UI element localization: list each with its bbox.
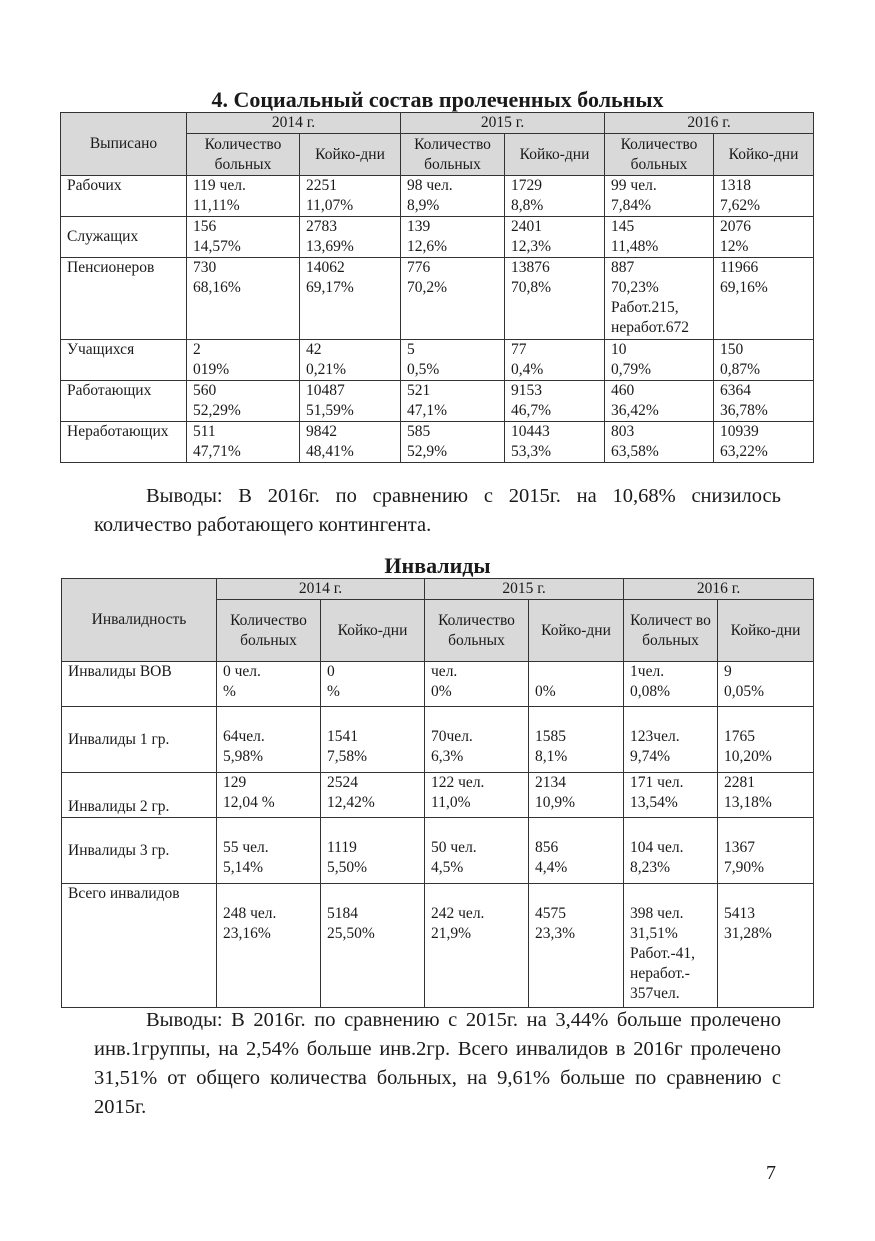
cell-line: Работ.215, xyxy=(611,299,679,316)
cell-line: 0,08% xyxy=(630,683,671,700)
table-cell xyxy=(714,340,814,381)
table-cell xyxy=(217,773,321,818)
cell-line: 11,0% xyxy=(431,794,471,811)
cell-line: 47,1% xyxy=(407,402,448,419)
cell-line: 0,05% xyxy=(724,683,765,700)
cell-line: 42 xyxy=(306,341,322,358)
header-year-2016: 2016 г. xyxy=(605,113,814,134)
table-cell xyxy=(624,707,718,773)
cell-line: 8,8% xyxy=(511,197,544,214)
header-patients-2014: Количество больных xyxy=(187,134,300,176)
table-cell xyxy=(217,707,321,773)
cell-line: 21,9% xyxy=(431,925,472,942)
cell-line: 12,04 % xyxy=(223,794,275,811)
cell-line: 511 xyxy=(193,423,216,440)
header-discharged: Выписано xyxy=(61,113,187,176)
cell-line: неработ.- xyxy=(630,965,690,982)
cell-line: 7,90% xyxy=(724,859,765,876)
cell-line: 6364 xyxy=(720,382,752,399)
cell-line: 019% xyxy=(193,361,230,378)
row-label: Инвалиды 1 гр. xyxy=(62,707,217,773)
conclusion-2 xyxy=(94,1006,781,1122)
cell-line: 1чел. xyxy=(630,663,665,680)
cell-line: 2251 xyxy=(306,177,337,194)
cell-line: 6,3% xyxy=(431,748,464,765)
cell-line: 77 xyxy=(511,341,527,358)
table-cell xyxy=(605,217,714,258)
cell-line: 398 чел. xyxy=(630,905,684,922)
table-cell xyxy=(321,818,425,884)
cell-line: 23,16% xyxy=(223,925,271,942)
table-cell xyxy=(187,422,300,463)
cell-line: 10939 xyxy=(720,423,759,440)
header-bed-days-2016: Койко-дни xyxy=(714,134,814,176)
cell-line: 357чел. xyxy=(630,985,680,1002)
table-cell xyxy=(505,422,605,463)
cell-line: 47,71% xyxy=(193,443,241,460)
cell-line: 5,98% xyxy=(223,748,264,765)
cell-line: 119 чел. xyxy=(193,177,246,194)
cell-line: 52,9% xyxy=(407,443,448,460)
table-cell xyxy=(605,422,714,463)
cell-line: 2783 xyxy=(306,218,337,235)
row-label: Работающих xyxy=(61,381,187,422)
cell-line: 11966 xyxy=(720,259,759,276)
table-cell xyxy=(505,217,605,258)
cell-line: 803 xyxy=(611,423,635,440)
conclusion-2-text: Выводы: В 2016г. по сравнению с 2015г. на 3,44% больше пролечено инв.1группы, на 2,54% больше инв.2гр. Всего инвалидов в 2016г пролечено 31,51% от общего количества больных, на 9,61% больше по сравнению с 2015г. xyxy=(94,1009,781,1118)
table-row xyxy=(61,258,814,340)
header-disability: Инвалидность xyxy=(62,579,217,662)
cell-line: 63,22% xyxy=(720,443,768,460)
header-patients-2016: Количест во больных xyxy=(624,600,718,662)
cell-line: 129 xyxy=(223,774,247,791)
table-cell xyxy=(529,773,624,818)
header-year-2015: 2015 г. xyxy=(425,579,624,600)
cell-line: 0% xyxy=(535,683,556,700)
table-cell xyxy=(529,884,624,1008)
cell-line: 2134 xyxy=(535,774,567,791)
cell-line: 12,3% xyxy=(511,238,552,255)
table-row xyxy=(61,422,814,463)
cell-line: 104 чел. xyxy=(630,839,684,856)
cell-line: 55 чел. xyxy=(223,839,269,856)
table-cell xyxy=(605,340,714,381)
table-cell xyxy=(624,884,718,1008)
cell-line: 1729 xyxy=(511,177,543,194)
cell-line: 9153 xyxy=(511,382,543,399)
table-cell xyxy=(300,422,401,463)
table-cell xyxy=(187,176,300,217)
cell-line: 36,42% xyxy=(611,402,659,419)
cell-line: 1765 xyxy=(724,728,756,745)
table-row xyxy=(62,818,814,884)
cell-line: 70,8% xyxy=(511,279,552,296)
cell-line: 2401 xyxy=(511,218,543,235)
cell-line: 7,84% xyxy=(611,197,652,214)
cell-line: 50 чел. xyxy=(431,839,477,856)
cell-line: 156 xyxy=(193,218,217,235)
header-year-2015: 2015 г. xyxy=(401,113,605,134)
cell-line: Работ.-41, xyxy=(630,945,695,962)
table-cell xyxy=(529,707,624,773)
row-label: Рабочих xyxy=(61,176,187,217)
row-label: Учащихся xyxy=(61,340,187,381)
page-number: 7 xyxy=(766,1162,776,1184)
cell-line: 776 xyxy=(407,259,431,276)
table-cell xyxy=(714,217,814,258)
table-row xyxy=(62,662,814,707)
cell-line: 69,17% xyxy=(306,279,354,296)
table-cell xyxy=(300,258,401,340)
row-label: Инвалиды ВОВ xyxy=(62,662,217,707)
cell-line: 5 xyxy=(407,341,415,358)
table-cell xyxy=(605,258,714,340)
table-row xyxy=(61,340,814,381)
table-cell xyxy=(605,176,714,217)
social-composition-table xyxy=(60,112,814,463)
cell-line: 31,28% xyxy=(724,925,772,942)
table-cell xyxy=(718,773,814,818)
table-cell xyxy=(505,340,605,381)
table-cell xyxy=(425,662,529,707)
table-cell xyxy=(624,773,718,818)
cell-line: 122 чел. xyxy=(431,774,485,791)
table-cell xyxy=(605,381,714,422)
table-cell xyxy=(217,884,321,1008)
cell-line: 8,9% xyxy=(407,197,440,214)
table-cell xyxy=(714,381,814,422)
cell-line: 2076 xyxy=(720,218,752,235)
cell-line: 10 xyxy=(611,341,627,358)
cell-line: 51,59% xyxy=(306,402,354,419)
cell-line: 4,4% xyxy=(535,859,568,876)
cell-line: 0% xyxy=(431,683,452,700)
table-cell xyxy=(401,381,505,422)
cell-line: 11,07% xyxy=(306,197,354,214)
cell-line: 53,3% xyxy=(511,443,552,460)
cell-line: 460 xyxy=(611,382,635,399)
table-cell xyxy=(321,773,425,818)
cell-line: 70,2% xyxy=(407,279,448,296)
cell-line: 1541 xyxy=(327,728,358,745)
cell-line: 14,57% xyxy=(193,238,241,255)
row-label: Служащих xyxy=(61,217,187,258)
header-patients-2014: Количество больных xyxy=(217,600,321,662)
header-patients-2015: Количество больных xyxy=(401,134,505,176)
table-cell xyxy=(187,381,300,422)
cell-line: 68,16% xyxy=(193,279,241,296)
cell-line: 11,48% xyxy=(611,238,659,255)
table-cell xyxy=(401,422,505,463)
table-cell xyxy=(300,176,401,217)
cell-line: 0 xyxy=(327,663,335,680)
cell-line: 856 xyxy=(535,839,559,856)
cell-line: 5,50% xyxy=(327,859,368,876)
table1-body xyxy=(61,176,814,463)
cell-line: 1119 xyxy=(327,839,357,856)
cell-line: 10,20% xyxy=(724,748,772,765)
cell-line: 48,41% xyxy=(306,443,354,460)
cell-line: 145 xyxy=(611,218,635,235)
cell-line: 2 xyxy=(193,341,201,358)
cell-line: 521 xyxy=(407,382,431,399)
table-cell xyxy=(300,217,401,258)
header-patients-2016: Количество больных xyxy=(605,134,714,176)
cell-line: 1318 xyxy=(720,177,752,194)
table-cell xyxy=(714,422,814,463)
cell-line: 9 xyxy=(724,663,732,680)
cell-line: 0,4% xyxy=(511,361,544,378)
table-row xyxy=(61,381,814,422)
cell-line xyxy=(535,662,617,682)
cell-line: 99 чел. xyxy=(611,177,657,194)
cell-line: 70чел. xyxy=(431,728,473,745)
cell-line: 5413 xyxy=(724,905,756,922)
cell-line: 730 xyxy=(193,259,217,276)
cell-line: 0,21% xyxy=(306,361,347,378)
row-label: Инвалиды 3 гр. xyxy=(62,818,217,884)
conclusion-1-text: Выводы: В 2016г. по сравнению с 2015г. на 10,68% снизилось количество работающего контингента. xyxy=(94,485,781,536)
cell-line: 14062 xyxy=(306,259,345,276)
cell-line: 13876 xyxy=(511,259,550,276)
cell-line: 5184 xyxy=(327,905,358,922)
table-cell xyxy=(187,258,300,340)
header-patients-2015: Количество больных xyxy=(425,600,529,662)
table-cell xyxy=(187,340,300,381)
table-cell xyxy=(300,381,401,422)
cell-line: 13,18% xyxy=(724,794,772,811)
cell-line: 150 xyxy=(720,341,744,358)
table-cell xyxy=(714,176,814,217)
table-cell xyxy=(321,662,425,707)
table-cell xyxy=(718,818,814,884)
cell-line: 8,23% xyxy=(630,859,671,876)
cell-line: 98 чел. xyxy=(407,177,453,194)
cell-line: чел. xyxy=(431,663,458,680)
cell-line: 25,50% xyxy=(327,925,375,942)
header-year-2016: 2016 г. xyxy=(624,579,814,600)
cell-line: 123чел. xyxy=(630,728,680,745)
table-cell xyxy=(401,176,505,217)
table-cell xyxy=(401,217,505,258)
header-year-2014: 2014 г. xyxy=(217,579,425,600)
table-row xyxy=(61,176,814,217)
cell-line: 242 чел. xyxy=(431,905,485,922)
table-cell xyxy=(401,258,505,340)
disabled-patients-table xyxy=(61,578,814,1008)
table-cell xyxy=(217,818,321,884)
cell-line: % xyxy=(223,683,236,700)
table-cell xyxy=(425,884,529,1008)
table-cell xyxy=(624,818,718,884)
cell-line: 4,5% xyxy=(431,859,464,876)
cell-line: 1585 xyxy=(535,728,567,745)
table-cell xyxy=(718,884,814,1008)
cell-line: 12,6% xyxy=(407,238,448,255)
cell-line: 36,78% xyxy=(720,402,768,419)
table2-title: Инвалиды xyxy=(384,553,491,578)
cell-line: 9842 xyxy=(306,423,337,440)
cell-line: 0,5% xyxy=(407,361,440,378)
cell-line: 46,7% xyxy=(511,402,552,419)
table-cell xyxy=(425,818,529,884)
table-row xyxy=(61,217,814,258)
cell-line: 7,58% xyxy=(327,748,368,765)
cell-line: 4575 xyxy=(535,905,567,922)
table-cell xyxy=(187,217,300,258)
header-bed-days-2014: Койко-дни xyxy=(321,600,425,662)
cell-line: 171 чел. xyxy=(630,774,684,791)
cell-line: 13,69% xyxy=(306,238,354,255)
conclusion-1 xyxy=(94,482,781,540)
table-row xyxy=(62,707,814,773)
cell-line: 69,16% xyxy=(720,279,768,296)
table2-body xyxy=(62,662,814,1008)
cell-line: неработ.672 xyxy=(611,319,690,336)
table-cell xyxy=(624,662,718,707)
cell-line: 8,1% xyxy=(535,748,568,765)
cell-line: 52,29% xyxy=(193,402,241,419)
table-cell xyxy=(718,707,814,773)
cell-line: 0 чел. xyxy=(223,663,261,680)
table-cell xyxy=(505,258,605,340)
table-cell xyxy=(529,818,624,884)
table-row xyxy=(62,773,814,818)
table-cell xyxy=(505,381,605,422)
table1-title: 4. Социальный состав пролеченных больных xyxy=(211,87,664,112)
cell-line: 10,9% xyxy=(535,794,576,811)
cell-line: 585 xyxy=(407,423,431,440)
row-label: Пенсионеров xyxy=(61,258,187,340)
cell-line: 887 xyxy=(611,259,635,276)
cell-line: 2524 xyxy=(327,774,358,791)
cell-line: 9,74% xyxy=(630,748,671,765)
cell-line: 5,14% xyxy=(223,859,264,876)
cell-line: 13,54% xyxy=(630,794,678,811)
table-row xyxy=(62,884,814,1008)
header-year-2014: 2014 г. xyxy=(187,113,401,134)
cell-line: 1367 xyxy=(724,839,756,856)
table-cell xyxy=(321,884,425,1008)
header-bed-days-2016: Койко-дни xyxy=(718,600,814,662)
table-cell xyxy=(718,662,814,707)
table-cell xyxy=(505,176,605,217)
row-label: Инвалиды 2 гр. xyxy=(62,773,217,818)
table-cell xyxy=(401,340,505,381)
table-cell xyxy=(300,340,401,381)
cell-line: 64чел. xyxy=(223,728,265,745)
cell-line: 0,87% xyxy=(720,361,761,378)
header-bed-days-2014: Койко-дни xyxy=(300,134,401,176)
cell-line: 11,11% xyxy=(193,197,240,214)
cell-line: 560 xyxy=(193,382,217,399)
header-bed-days-2015: Койко-дни xyxy=(505,134,605,176)
cell-line: 63,58% xyxy=(611,443,659,460)
table-cell xyxy=(425,707,529,773)
cell-line: 248 чел. xyxy=(223,905,277,922)
table-cell xyxy=(529,662,624,707)
table-cell xyxy=(714,258,814,340)
cell-line: % xyxy=(327,683,340,700)
cell-line: 10443 xyxy=(511,423,550,440)
header-bed-days-2015: Койко-дни xyxy=(529,600,624,662)
cell-line: 7,62% xyxy=(720,197,761,214)
cell-line: 31,51% xyxy=(630,925,678,942)
table-cell xyxy=(217,662,321,707)
cell-line: 23,3% xyxy=(535,925,576,942)
cell-line: 0,79% xyxy=(611,361,652,378)
row-label: Всего инвалидов xyxy=(62,884,217,1008)
cell-line: 139 xyxy=(407,218,431,235)
cell-line: 10487 xyxy=(306,382,345,399)
cell-line: 12% xyxy=(720,238,749,255)
cell-line: 12,42% xyxy=(327,794,375,811)
row-label: Неработающих xyxy=(61,422,187,463)
table-cell xyxy=(321,707,425,773)
cell-line: 2281 xyxy=(724,774,756,791)
cell-line: 70,23% xyxy=(611,279,659,296)
table-cell xyxy=(425,773,529,818)
